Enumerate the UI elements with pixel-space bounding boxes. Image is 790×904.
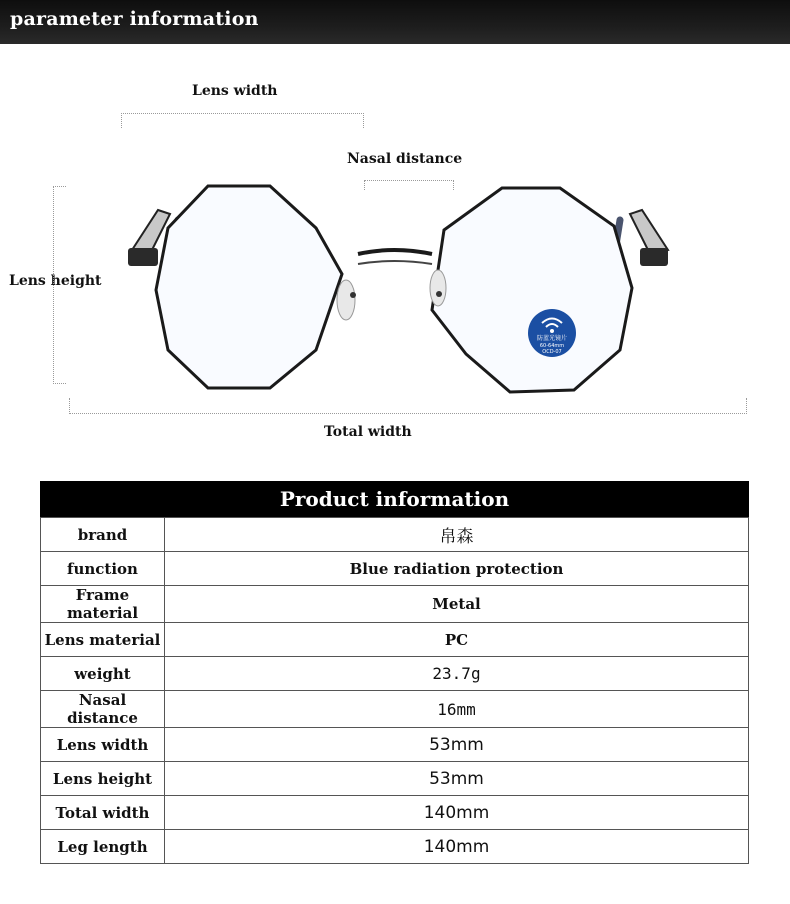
- row-key: function: [41, 552, 165, 586]
- parameter-banner: [0, 0, 790, 44]
- row-value: 140mm: [165, 830, 749, 864]
- table-row: [41, 796, 749, 830]
- left-lens: [156, 186, 342, 388]
- row-value: 53mm: [165, 728, 749, 762]
- row-key: Lens material: [41, 623, 165, 657]
- parameter-banner-title: parameter information: [10, 8, 259, 30]
- table-row: [41, 762, 749, 796]
- row-value: 23.7g: [165, 657, 749, 691]
- row-value: 16mm: [165, 691, 749, 728]
- row-key: Leg length: [41, 830, 165, 864]
- row-value: 帛森: [165, 518, 749, 552]
- row-key: Lens height: [41, 762, 165, 796]
- badge-text-2: 60-64mm: [539, 343, 565, 349]
- row-value: Blue radiation protection: [165, 552, 749, 586]
- product-info-header: Product information: [40, 481, 749, 517]
- product-info-grid: [40, 517, 749, 864]
- nasal-distance-label: Nasal distance: [347, 151, 463, 167]
- row-key: Total width: [41, 796, 165, 830]
- row-key: Frame material: [41, 586, 165, 623]
- table-row: [41, 518, 749, 552]
- row-key: brand: [41, 518, 165, 552]
- right-nose-pad: [430, 270, 446, 306]
- lens-height-label: Lens height: [9, 273, 102, 289]
- table-row: [41, 728, 749, 762]
- blue-light-badge: [528, 309, 576, 357]
- product-info-table: [40, 481, 749, 864]
- badge-text-1: 防蓝光镜片: [536, 335, 568, 342]
- table-row: [41, 830, 749, 864]
- row-key: Lens width: [41, 728, 165, 762]
- lens-height-dim-line: [53, 186, 66, 384]
- left-nose-pad: [337, 280, 355, 320]
- right-lens: [432, 188, 632, 392]
- table-row: [41, 586, 749, 623]
- row-key: Nasal distance: [41, 691, 165, 728]
- table-row: [41, 623, 749, 657]
- lens-width-dim-line: [121, 113, 364, 128]
- table-row: [41, 691, 749, 728]
- lens-width-label: Lens width: [192, 83, 278, 99]
- total-width-label: Total width: [324, 424, 412, 440]
- row-key: weight: [41, 657, 165, 691]
- row-value: 53mm: [165, 762, 749, 796]
- table-row: [41, 552, 749, 586]
- row-value: Metal: [165, 586, 749, 623]
- table-row: [41, 657, 749, 691]
- bridge: [358, 250, 432, 254]
- row-value: PC: [165, 623, 749, 657]
- glasses-illustration: [120, 170, 680, 410]
- badge-text-3: OCD-07: [542, 349, 562, 355]
- row-value: 140mm: [165, 796, 749, 830]
